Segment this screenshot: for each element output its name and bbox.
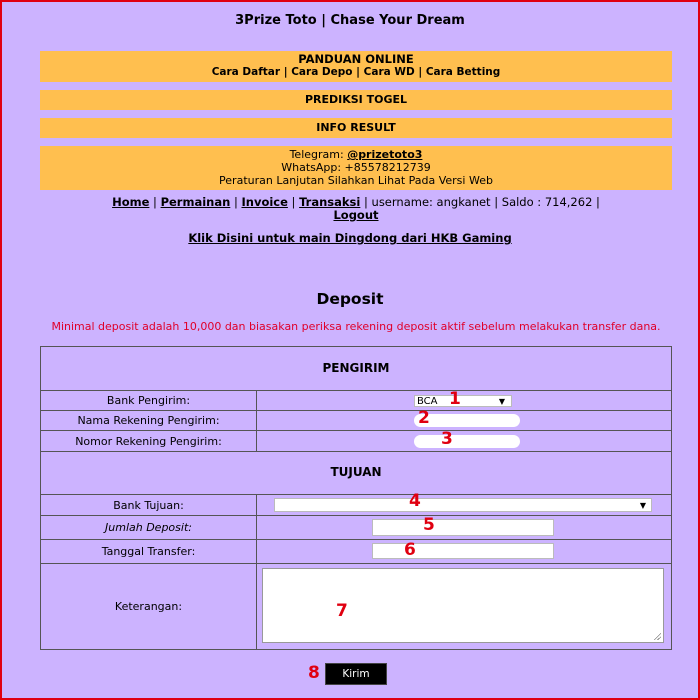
tanggal-transfer-input[interactable] [372,543,554,559]
row-bank-pengirim [41,391,671,411]
bank-pengirim-select[interactable] [414,395,512,407]
saldo-text: Saldo : 714,262 [501,195,593,209]
whatsapp-line: WhatsApp: +85578212739 [281,161,431,174]
nama-rekening-label: Nama Rekening Pengirim: [41,411,257,430]
annotation-8: 8 [308,663,320,683]
annotation-1: 1 [449,389,461,409]
nav-invoice[interactable]: Invoice [241,195,288,209]
annotation-5: 5 [423,515,435,535]
nav-transaksi[interactable]: Transaksi [299,195,361,209]
nav-permainan[interactable]: Permainan [160,195,231,209]
page-title: Deposit [316,290,384,308]
resize-handle-icon[interactable] [653,632,661,640]
chevron-down-icon: ▼ [498,396,505,406]
row-tanggal-transfer [41,540,671,564]
link-cara-depo[interactable]: Cara Depo [291,66,353,78]
row-jumlah-deposit [41,516,671,540]
link-cara-daftar[interactable]: Cara Daftar [211,66,281,78]
pengirim-heading: PENGIRIM [41,347,671,391]
nama-rekening-input[interactable] [414,414,520,427]
jumlah-deposit-input[interactable] [372,519,554,536]
telegram-line [40,148,672,161]
contact-bar [40,146,672,190]
site-title: 3Prize Toto | Chase Your Dream [235,13,465,28]
telegram-link[interactable]: @prizetoto3 [347,148,423,161]
nav-bar: Home | Permainan | Invoice | Transaksi | username: angkanet | Saldo : 714,262 | Logout [112,195,600,222]
annotation-6: 6 [404,540,416,560]
bank-pengirim-label: Bank Pengirim: [41,391,257,410]
username-text: username: angkanet [371,195,491,209]
nomor-rekening-input[interactable] [414,435,520,448]
annotation-2: 2 [418,408,430,428]
telegram-label: Telegram: [289,148,344,161]
bank-tujuan-select[interactable] [274,498,652,512]
annotation-7: 7 [336,601,348,621]
annotation-3: 3 [441,429,453,449]
keterangan-textarea[interactable] [262,568,664,643]
panduan-title: PANDUAN ONLINE [298,52,414,66]
deposit-form [40,346,672,650]
bank-pengirim-value: BCA [417,395,438,407]
nav-logout[interactable]: Logout [333,208,379,222]
row-nama-rekening [41,411,671,431]
bank-tujuan-label: Bank Tujuan: [41,495,257,515]
nomor-rekening-label: Nomor Rekening Pengirim: [41,431,257,451]
tanggal-transfer-label: Tanggal Transfer: [41,540,257,563]
row-nomor-rekening [41,431,671,452]
web-notice: Peraturan Lanjutan Silahkan Lihat Pada Versi Web [219,174,493,187]
dingdong-link[interactable]: Klik Disini untuk main Dingdong dari HKB Gaming [188,231,512,245]
panduan-bar [40,51,672,82]
annotation-4: 4 [409,491,421,511]
tujuan-heading: TUJUAN [41,452,671,495]
info-result-button[interactable]: INFO RESULT [40,118,672,138]
kirim-button[interactable]: Kirim [325,663,387,685]
link-cara-betting[interactable]: Cara Betting [425,66,501,78]
panduan-links: Cara Daftar | Cara Depo | Cara WD | Cara Betting [211,66,501,78]
deposit-warning: Minimal deposit adalah 10,000 dan biasakan periksa rekening deposit aktif sebelum melakukan transfer dana. [51,320,661,333]
chevron-down-icon: ▼ [639,500,646,510]
jumlah-deposit-label: Jumlah Deposit: [41,516,257,539]
row-bank-tujuan [41,495,671,516]
keterangan-label: Keterangan: [41,564,257,649]
link-cara-wd[interactable]: Cara WD [363,66,415,78]
nav-home[interactable]: Home [112,195,150,209]
prediksi-togel-button[interactable]: PREDIKSI TOGEL [40,90,672,110]
row-keterangan [41,564,671,649]
